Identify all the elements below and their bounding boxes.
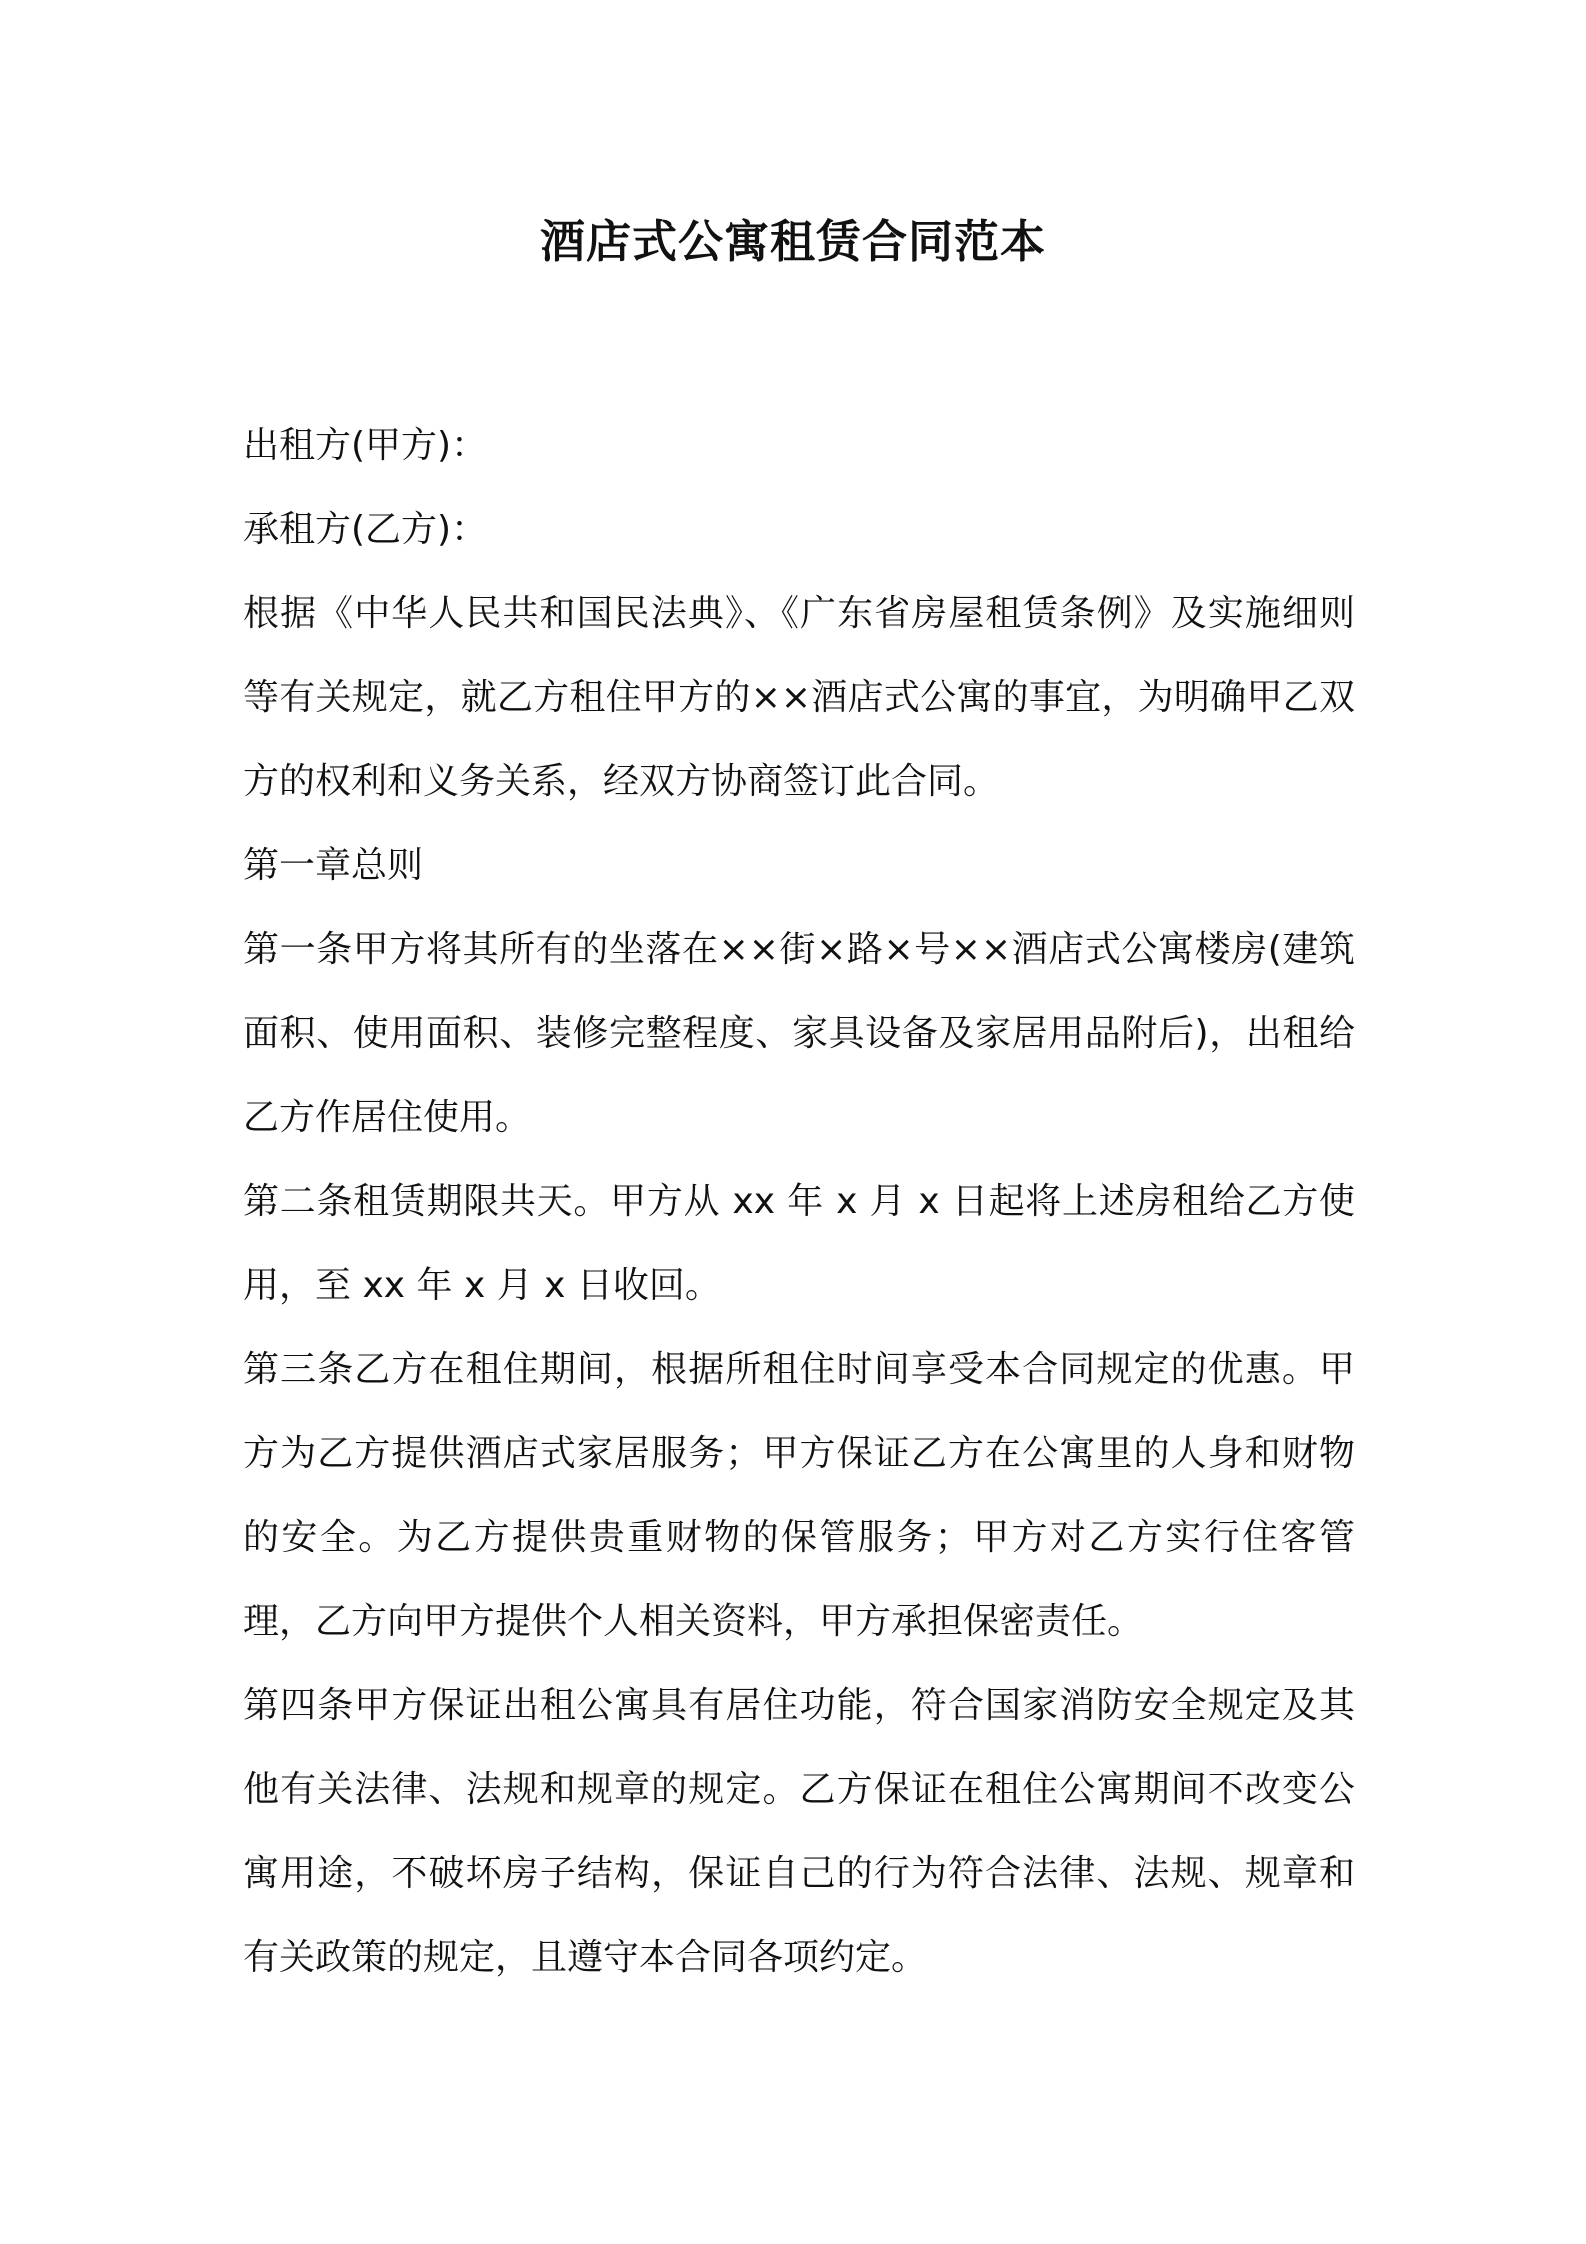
chapter-heading: 第一章总则 [243, 845, 424, 886]
article-2: 第二条租赁期限共天。甲方从 xx 年 x 月 x 日起将上述房租给乙方使用，至 xx 年 x 月 x 日收回。 [243, 1181, 1355, 1306]
preamble-paragraph: 根据《中华人民共和国民法典》、《广东省房屋租赁条例》及实施细则等有关规定，就乙方租住甲方的××酒店式公寓的事宜，为明确甲乙双方的权利和义务关系，经双方协商签订此合同。 [243, 593, 1355, 802]
article-1: 第一条甲方将其所有的坐落在××街×路×号××酒店式公寓楼房(建筑面积、使用面积、装修完整程度、家具设备及家居用品附后)，出租给乙方作居住使用。 [243, 929, 1355, 1138]
document-body [243, 404, 1355, 2000]
document-title: 酒店式公寓租赁合同范本 [539, 215, 1046, 268]
lessor-line: 出租方(甲方)： [243, 425, 488, 466]
lessee-line: 承租方(乙方)： [243, 509, 488, 550]
article-3: 第三条乙方在租住期间，根据所租住时间享受本合同规定的优惠。甲方为乙方提供酒店式家居服务；甲方保证乙方在公寓里的人身和财物的安全。为乙方提供贵重财物的保管服务；甲方对乙方实行住客管理，乙方向甲方提供个人相关资料，甲方承担保密责任。 [243, 1349, 1355, 1642]
article-4: 第四条甲方保证出租公寓具有居住功能，符合国家消防安全规定及其他有关法律、法规和规章的规定。乙方保证在租住公寓期间不改变公寓用途，不破坏房子结构，保证自己的行为符合法律、法规、规章和有关政策的规定，且遵守本合同各项约定。 [243, 1685, 1355, 1978]
